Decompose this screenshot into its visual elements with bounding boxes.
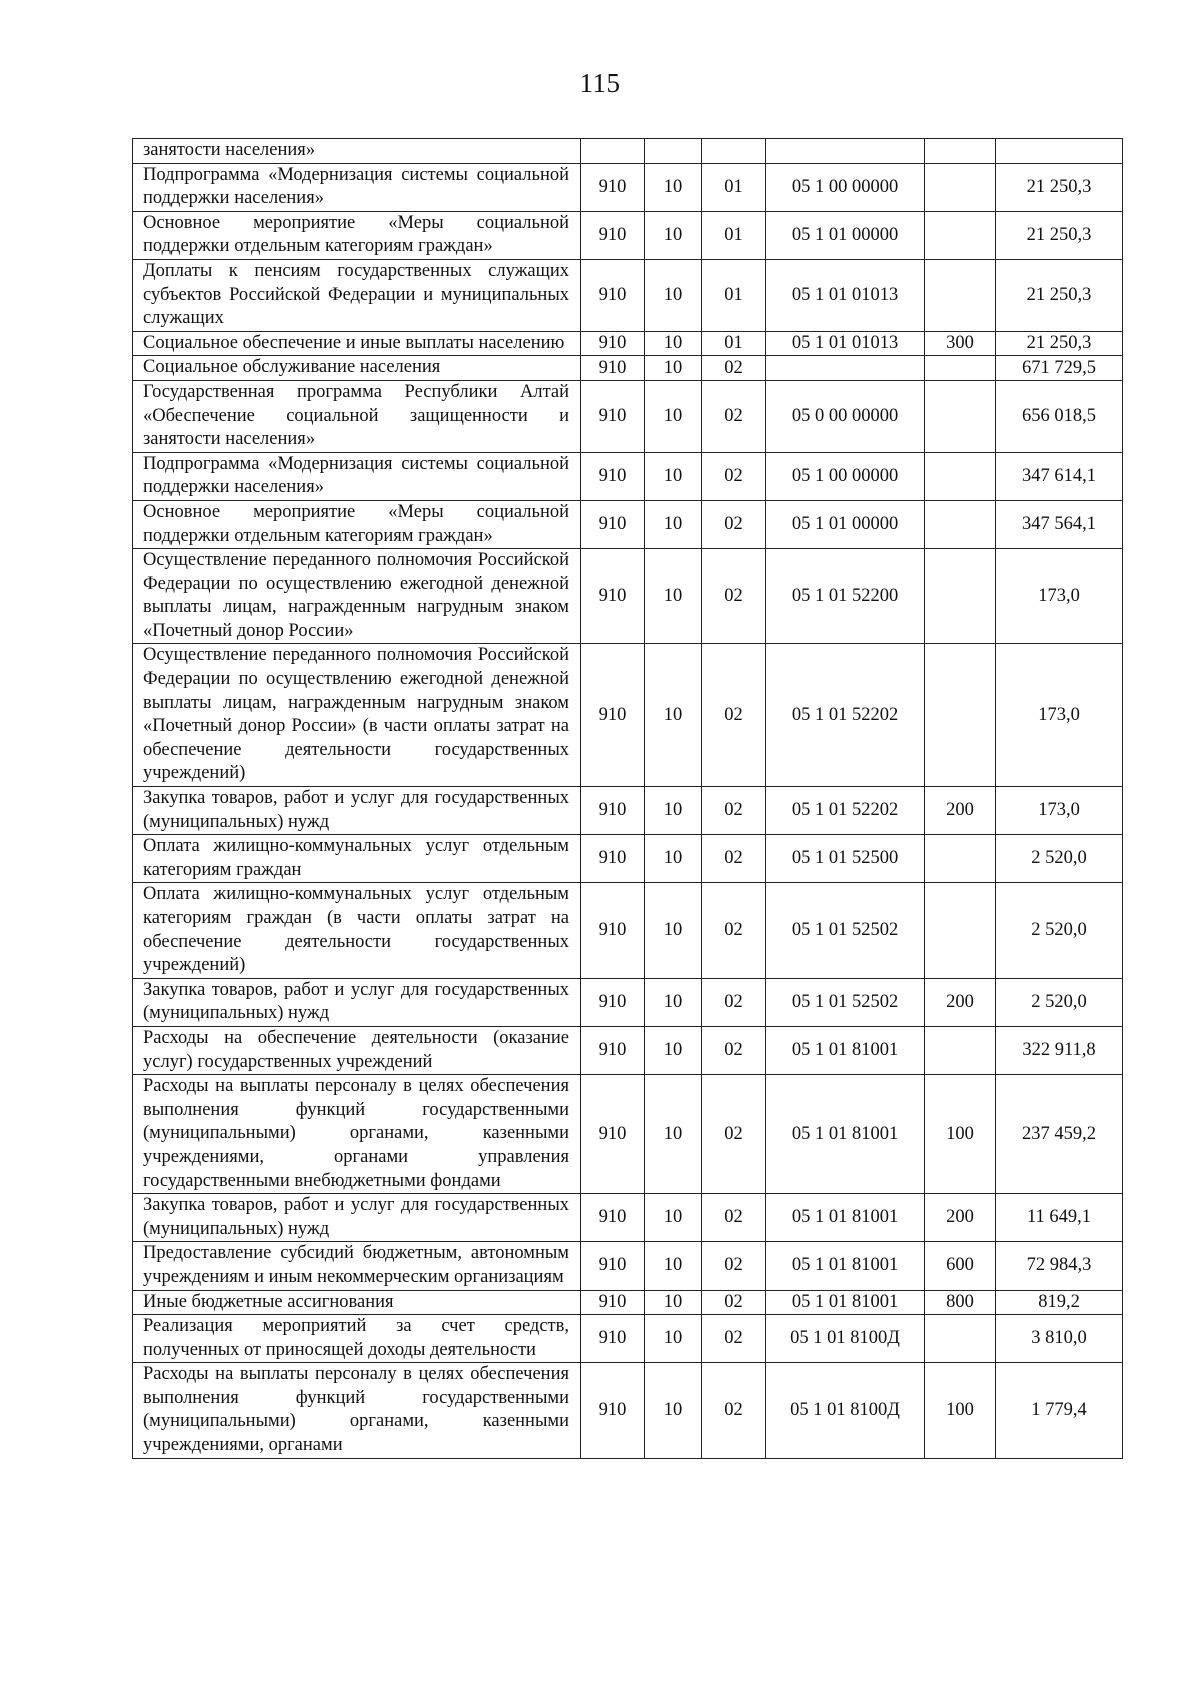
row-subsection-code: 02: [702, 835, 766, 883]
row-target-article-code: 05 1 01 81001: [766, 1242, 925, 1290]
table-row: [133, 1290, 1123, 1315]
row-amount: 173,0: [996, 549, 1123, 644]
row-subsection-code: 01: [702, 163, 766, 211]
row-target-article-code: 05 1 01 52502: [766, 978, 925, 1026]
row-name: Подпрограмма «Модернизация системы социальной поддержки населения»: [133, 452, 581, 500]
row-section-code: 10: [645, 1075, 702, 1194]
table-row: [133, 978, 1123, 1026]
row-target-article-code: 05 1 01 00000: [766, 500, 925, 548]
row-subsection-code: 01: [702, 211, 766, 259]
row-expense-type-code: [925, 139, 996, 164]
table-row: [133, 211, 1123, 259]
row-amount: 21 250,3: [996, 331, 1123, 356]
row-grbs-code: 910: [581, 356, 645, 381]
row-grbs-code: 910: [581, 1194, 645, 1242]
row-expense-type-code: [925, 549, 996, 644]
row-name: Осуществление переданного полномочия Российской Федерации по осуществлению ежегодной денежной выплаты лицам, награжденным нагрудным знаком «Почетный донор России» (в части оплаты затрат на обеспечение деятельности государственных учреждений): [133, 644, 581, 787]
row-grbs-code: 910: [581, 1242, 645, 1290]
row-expense-type-code: 300: [925, 331, 996, 356]
row-subsection-code: 02: [702, 883, 766, 978]
row-target-article-code: 05 0 00 00000: [766, 380, 925, 452]
row-section-code: 10: [645, 787, 702, 835]
table-row: [133, 1075, 1123, 1194]
row-grbs-code: 910: [581, 259, 645, 331]
row-expense-type-code: [925, 259, 996, 331]
row-section-code: 10: [645, 549, 702, 644]
row-section-code: [645, 139, 702, 164]
row-grbs-code: 910: [581, 1026, 645, 1074]
row-name: Расходы на обеспечение деятельности (оказание услуг) государственных учреждений: [133, 1026, 581, 1074]
row-name: Осуществление переданного полномочия Российской Федерации по осуществлению ежегодной денежной выплаты лицам, награжденным нагрудным знаком «Почетный донор России»: [133, 549, 581, 644]
row-expense-type-code: [925, 1026, 996, 1074]
row-section-code: 10: [645, 1194, 702, 1242]
row-section-code: 10: [645, 644, 702, 787]
budget-table: [132, 138, 1123, 1459]
row-expense-type-code: 100: [925, 1075, 996, 1194]
row-amount: [996, 139, 1123, 164]
table-row: [133, 500, 1123, 548]
row-name: Основное мероприятие «Меры социальной поддержки отдельным категориям граждан»: [133, 500, 581, 548]
table-row: [133, 139, 1123, 164]
table-row: [133, 1026, 1123, 1074]
row-subsection-code: 02: [702, 356, 766, 381]
row-target-article-code: 05 1 01 52500: [766, 835, 925, 883]
table-row: [133, 1194, 1123, 1242]
row-name: Социальное обеспечение и иные выплаты населению: [133, 331, 581, 356]
row-target-article-code: 05 1 00 00000: [766, 163, 925, 211]
row-name: занятости населения»: [133, 139, 581, 164]
row-amount: 72 984,3: [996, 1242, 1123, 1290]
table-row: [133, 549, 1123, 644]
row-grbs-code: 910: [581, 1290, 645, 1315]
row-target-article-code: 05 1 01 81001: [766, 1290, 925, 1315]
table-row: [133, 452, 1123, 500]
row-name: Закупка товаров, работ и услуг для государственных (муниципальных) нужд: [133, 787, 581, 835]
row-expense-type-code: 100: [925, 1363, 996, 1458]
row-expense-type-code: [925, 356, 996, 381]
row-amount: 1 779,4: [996, 1363, 1123, 1458]
row-name: Расходы на выплаты персоналу в целях обеспечения выполнения функций государственными (муниципальными) органами, казенными учреждениями, органами: [133, 1363, 581, 1458]
row-grbs-code: 910: [581, 1363, 645, 1458]
row-grbs-code: 910: [581, 380, 645, 452]
row-section-code: 10: [645, 1290, 702, 1315]
row-amount: 2 520,0: [996, 978, 1123, 1026]
row-target-article-code: 05 1 01 81001: [766, 1194, 925, 1242]
row-subsection-code: 02: [702, 978, 766, 1026]
table-row: [133, 1315, 1123, 1363]
row-amount: 671 729,5: [996, 356, 1123, 381]
table-row: [133, 644, 1123, 787]
row-section-code: 10: [645, 883, 702, 978]
row-target-article-code: 05 1 01 8100Д: [766, 1315, 925, 1363]
row-name: Оплата жилищно-коммунальных услуг отдельным категориям граждан (в части оплаты затрат на обеспечение деятельности государственных учреждений): [133, 883, 581, 978]
page-number: 115: [579, 68, 621, 98]
row-name: Расходы на выплаты персоналу в целях обеспечения выполнения функций государственными (муниципальными) органами, казенными учреждениями, органами управления государственными внебюджетными фондами: [133, 1075, 581, 1194]
row-grbs-code: 910: [581, 644, 645, 787]
row-subsection-code: 02: [702, 1290, 766, 1315]
row-subsection-code: 02: [702, 1194, 766, 1242]
row-grbs-code: 910: [581, 211, 645, 259]
row-section-code: 10: [645, 259, 702, 331]
row-target-article-code: 05 1 01 81001: [766, 1026, 925, 1074]
row-expense-type-code: [925, 644, 996, 787]
row-subsection-code: 01: [702, 259, 766, 331]
row-subsection-code: 02: [702, 787, 766, 835]
row-name: Подпрограмма «Модернизация системы социальной поддержки населения»: [133, 163, 581, 211]
row-name: Закупка товаров, работ и услуг для государственных (муниципальных) нужд: [133, 1194, 581, 1242]
row-target-article-code: 05 1 01 8100Д: [766, 1363, 925, 1458]
row-name: Иные бюджетные ассигнования: [133, 1290, 581, 1315]
row-target-article-code: 05 1 01 52502: [766, 883, 925, 978]
table-row: [133, 1363, 1123, 1458]
row-section-code: 10: [645, 356, 702, 381]
row-amount: 347 614,1: [996, 452, 1123, 500]
row-expense-type-code: 200: [925, 978, 996, 1026]
row-amount: 21 250,3: [996, 211, 1123, 259]
row-expense-type-code: 800: [925, 1290, 996, 1315]
row-name: Социальное обслуживание населения: [133, 356, 581, 381]
table-row: [133, 356, 1123, 381]
row-grbs-code: 910: [581, 331, 645, 356]
row-amount: 21 250,3: [996, 259, 1123, 331]
row-expense-type-code: [925, 380, 996, 452]
row-subsection-code: 02: [702, 644, 766, 787]
row-name: Закупка товаров, работ и услуг для государственных (муниципальных) нужд: [133, 978, 581, 1026]
row-amount: 322 911,8: [996, 1026, 1123, 1074]
row-target-article-code: 05 1 01 01013: [766, 331, 925, 356]
row-section-code: 10: [645, 452, 702, 500]
row-expense-type-code: [925, 835, 996, 883]
row-grbs-code: [581, 139, 645, 164]
table-row: [133, 380, 1123, 452]
row-subsection-code: 02: [702, 452, 766, 500]
row-section-code: 10: [645, 331, 702, 356]
table-row: [133, 163, 1123, 211]
row-expense-type-code: 200: [925, 1194, 996, 1242]
table-row: [133, 1242, 1123, 1290]
row-expense-type-code: [925, 211, 996, 259]
row-section-code: 10: [645, 1242, 702, 1290]
row-grbs-code: 910: [581, 978, 645, 1026]
row-amount: 173,0: [996, 644, 1123, 787]
table-row: [133, 259, 1123, 331]
row-amount: 819,2: [996, 1290, 1123, 1315]
row-name: Оплата жилищно-коммунальных услуг отдельным категориям граждан: [133, 835, 581, 883]
row-section-code: 10: [645, 835, 702, 883]
row-target-article-code: 05 1 01 81001: [766, 1075, 925, 1194]
row-section-code: 10: [645, 1315, 702, 1363]
row-section-code: 10: [645, 380, 702, 452]
row-grbs-code: 910: [581, 452, 645, 500]
table-row: [133, 787, 1123, 835]
row-amount: 237 459,2: [996, 1075, 1123, 1194]
row-expense-type-code: 600: [925, 1242, 996, 1290]
row-amount: 656 018,5: [996, 380, 1123, 452]
row-grbs-code: 910: [581, 835, 645, 883]
row-subsection-code: 02: [702, 380, 766, 452]
row-grbs-code: 910: [581, 883, 645, 978]
row-section-code: 10: [645, 500, 702, 548]
row-grbs-code: 910: [581, 549, 645, 644]
row-name: Доплаты к пенсиям государственных служащих субъектов Российской Федерации и муниципальных служащих: [133, 259, 581, 331]
row-name: Основное мероприятие «Меры социальной поддержки отдельным категориям граждан»: [133, 211, 581, 259]
row-amount: 2 520,0: [996, 883, 1123, 978]
row-grbs-code: 910: [581, 1075, 645, 1194]
row-section-code: 10: [645, 1026, 702, 1074]
row-name: Государственная программа Республики Алтай «Обеспечение социальной защищенности и занятости населения»: [133, 380, 581, 452]
row-target-article-code: 05 1 01 52200: [766, 549, 925, 644]
row-grbs-code: 910: [581, 500, 645, 548]
row-expense-type-code: [925, 883, 996, 978]
row-amount: 21 250,3: [996, 163, 1123, 211]
row-amount: 3 810,0: [996, 1315, 1123, 1363]
row-subsection-code: 02: [702, 549, 766, 644]
row-subsection-code: 02: [702, 1242, 766, 1290]
row-section-code: 10: [645, 1363, 702, 1458]
row-subsection-code: 02: [702, 1315, 766, 1363]
row-subsection-code: 01: [702, 331, 766, 356]
row-amount: 11 649,1: [996, 1194, 1123, 1242]
row-expense-type-code: [925, 163, 996, 211]
row-target-article-code: 05 1 00 00000: [766, 452, 925, 500]
row-target-article-code: 05 1 01 52202: [766, 644, 925, 787]
row-target-article-code: 05 1 01 52202: [766, 787, 925, 835]
row-target-article-code: 05 1 01 00000: [766, 211, 925, 259]
table-row: [133, 883, 1123, 978]
row-amount: 2 520,0: [996, 835, 1123, 883]
row-grbs-code: 910: [581, 163, 645, 211]
row-target-article-code: [766, 356, 925, 381]
row-target-article-code: [766, 139, 925, 164]
row-name: Реализация мероприятий за счет средств, полученных от приносящей доходы деятельности: [133, 1315, 581, 1363]
row-expense-type-code: [925, 452, 996, 500]
row-section-code: 10: [645, 978, 702, 1026]
table-row: [133, 331, 1123, 356]
row-amount: 173,0: [996, 787, 1123, 835]
row-expense-type-code: [925, 500, 996, 548]
row-subsection-code: 02: [702, 500, 766, 548]
table-row: [133, 835, 1123, 883]
row-name: Предоставление субсидий бюджетным, автономным учреждениям и иным некоммерческим организациям: [133, 1242, 581, 1290]
row-section-code: 10: [645, 163, 702, 211]
row-subsection-code: 02: [702, 1075, 766, 1194]
row-section-code: 10: [645, 211, 702, 259]
table-body: [133, 139, 1123, 1459]
row-grbs-code: 910: [581, 787, 645, 835]
row-expense-type-code: 200: [925, 787, 996, 835]
row-subsection-code: 02: [702, 1363, 766, 1458]
row-target-article-code: 05 1 01 01013: [766, 259, 925, 331]
row-expense-type-code: [925, 1315, 996, 1363]
row-subsection-code: 02: [702, 1026, 766, 1074]
row-grbs-code: 910: [581, 1315, 645, 1363]
row-subsection-code: [702, 139, 766, 164]
row-amount: 347 564,1: [996, 500, 1123, 548]
